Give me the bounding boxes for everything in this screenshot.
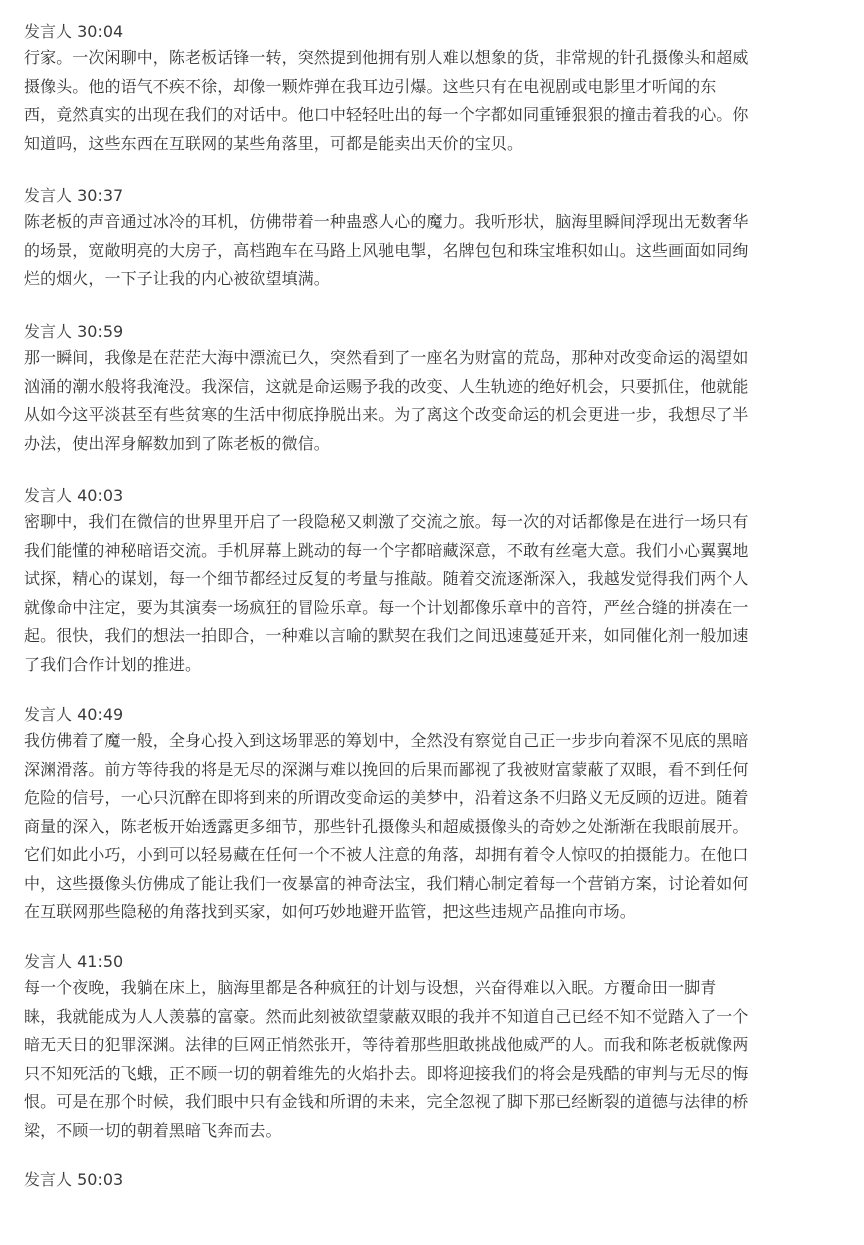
transcript-segment bbox=[24, 184, 800, 294]
paragraph-line: 试探，精心的谋划，每一个细节都经过反复的考量与推敲。随着交流逐渐深入，我越发觉得我们两个人 bbox=[24, 569, 749, 588]
paragraph-line: 的场景，宽敞明亮的大房子，高档跑车在马路上风驰电掣，名牌包包和珠宝堆积如山。这些画面如同绚 bbox=[24, 240, 749, 260]
paragraph-line: 那一瞬间，我像是在茫茫大海中漂流已久，突然看到了一座名为财富的荒岛，那种对改变命运的渴望如 bbox=[24, 348, 749, 367]
paragraph-line: 汹涌的潮水般将我淹没。我深信，这就是命运赐予我的改变、人生轨迹的绝好机会，只要抓住，他就能 bbox=[24, 376, 749, 396]
speaker-timestamp: 发言人 40:03 bbox=[24, 486, 124, 505]
paragraph-line: 恨。可是在那个时候，我们眼中只有金钱和所谓的未来，完全忽视了脚下那已经断裂的道德与法律的桥 bbox=[24, 1092, 749, 1111]
paragraph-line: 每一个夜晚，我躺在床上，脑海里都是各种疯狂的计划与设想，兴奋得难以入眠。方覆命田一脚青 bbox=[24, 978, 717, 997]
paragraph-line: 中，这些摄像头仿佛成了能让我们一夜暴富的神奇法宝，我们精心制定着每一个营销方案，讨论着如何 bbox=[24, 873, 749, 893]
speaker-timestamp: 发言人 40:49 bbox=[24, 705, 124, 724]
paragraph-line: 睐，我就能成为人人羡慕的富豪。然而此刻被欲望蒙蔽双眼的我并不知道自己已经不知不觉踏入了一个 bbox=[24, 1006, 749, 1026]
paragraph-line: 暗无天日的犯罪深渊。法律的巨网正悄然张开，等待着那些胆敢挑战他威严的人。而我和陈老板就像两 bbox=[24, 1035, 749, 1054]
paragraph-line: 陈老板的声音通过冰冷的耳机，仿佛带着一种蛊惑人心的魔力。我听形状，脑海里瞬间浮现出无数奢华 bbox=[24, 212, 749, 231]
paragraph-line: 我们能懂的神秘暗语交流。手机屏幕上跳动的每一个字都暗藏深意，不敢有丝毫大意。我们小心翼翼地 bbox=[24, 540, 749, 560]
paragraph-line: 摄像头。他的语气不疾不徐，却像一颗炸弹在我耳边引爆。这些只有在电视剧或电影里才听闻的东 bbox=[24, 76, 717, 96]
paragraph-line: 我仿佛着了魔一般，全身心投入到这场罪恶的筹划中，全然没有察觉自己正一步步向着深不见底的黑暗 bbox=[24, 731, 749, 750]
speaker-timestamp: 发言人 30:59 bbox=[24, 322, 124, 341]
transcript-segment bbox=[24, 1168, 800, 1192]
transcript-segment bbox=[24, 20, 800, 158]
paragraph-line: 梁，不顾一切的朝着黑暗飞奔而去。 bbox=[24, 1120, 282, 1140]
speaker-timestamp: 发言人 41:50 bbox=[24, 952, 124, 971]
paragraph-line: 了我们合作计划的推进。 bbox=[24, 654, 202, 674]
speaker-timestamp: 发言人 50:03 bbox=[24, 1170, 124, 1189]
speaker-timestamp: 发言人 30:37 bbox=[24, 186, 124, 205]
paragraph-line: 危险的信号，一心只沉醉在即将到来的所谓改变命运的美梦中，沿着这条不归路义无反顾的迈进。随着 bbox=[24, 788, 749, 807]
paragraph-line: 深渊滑落。前方等待我的将是无尽的深渊与难以挽回的后果而鄙视了我被财富蒙蔽了双眼，看不到任何 bbox=[24, 759, 749, 779]
paragraph-line: 西，竟然真实的出现在我们的对话中。他口中轻轻吐出的每一个字都如同重锤狠狠的撞击着我的心。你 bbox=[24, 105, 749, 124]
paragraph-line: 起。很快，我们的想法一拍即合，一种难以言喻的默契在我们之间迅速蔓延开来，如同催化剂一般加速 bbox=[24, 626, 749, 645]
transcript-segment bbox=[24, 484, 800, 679]
paragraph-line: 烂的烟火，一下子让我的内心被欲望填满。 bbox=[24, 269, 330, 288]
paragraph-line: 在互联网那些隐秘的角落找到买家，如何巧妙地避开监管，把这些违规产品推向市场。 bbox=[24, 902, 636, 921]
paragraph-line: 它们如此小巧，小到可以轻易藏在任何一个不被人注意的角落，却拥有着令人惊叹的拍摄能力。在他口 bbox=[24, 845, 749, 864]
speaker-timestamp: 发言人 30:04 bbox=[24, 22, 124, 41]
paragraph-line: 只不知死活的飞蛾，正不顾一切的朝着维先的火焰扑去。即将迎接我们的将会是残酷的审判与无尽的悔 bbox=[24, 1063, 749, 1083]
paragraph-line: 从如今这平淡甚至有些贫寒的生活中彻底挣脱出来。为了离这个改变命运的机会更进一步，我想尽了半 bbox=[24, 405, 749, 424]
paragraph-line: 知道吗，这些东西在互联网的某些角落里，可都是能卖出天价的宝贝。 bbox=[24, 133, 524, 153]
paragraph-line: 商量的深入，陈老板开始透露更多细节，那些针孔摄像头和超威摄像头的奇妙之处渐渐在我眼前展开。 bbox=[24, 816, 749, 836]
transcript-segment bbox=[24, 703, 800, 927]
transcript-segment bbox=[24, 320, 800, 458]
paragraph-line: 就像命中注定，要为其演奏一场疯狂的冒险乐章。每一个计划都像乐章中的音符，严丝合缝的拼凑在一 bbox=[24, 597, 749, 617]
paragraph-line: 密聊中，我们在微信的世界里开启了一段隐秘又刺激了交流之旅。每一次的对话都像是在进行一场只有 bbox=[24, 512, 749, 531]
paragraph-line: 办法，使出浑身解数加到了陈老板的微信。 bbox=[24, 433, 330, 453]
paragraph-line: 行家。一次闲聊中，陈老板话锋一转，突然提到他拥有别人难以想象的货，非常规的针孔摄像头和超威 bbox=[24, 48, 749, 67]
transcript-segment bbox=[24, 950, 800, 1145]
